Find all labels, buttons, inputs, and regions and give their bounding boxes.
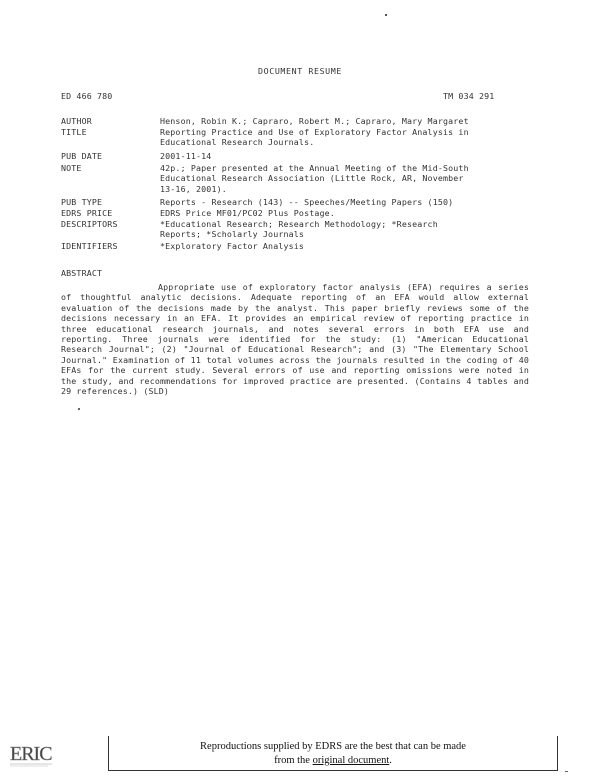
speck-mark	[78, 408, 80, 410]
field-value: Henson, Robin K.; Capraro, Robert M.; Capraro, Mary Margaret	[160, 116, 469, 126]
reproductions-line-2	[109, 755, 557, 766]
tm-number: TM 034 291	[443, 91, 495, 101]
field-value: EDRS Price MF01/PC02 Plus Postage.	[160, 208, 335, 218]
svg-text:ERIC: ERIC	[10, 743, 52, 765]
reproductions-notice	[108, 736, 558, 771]
field-value: *Educational Research; Research Methodology; *Research Reports; *Scholarly Journals	[160, 219, 438, 240]
field-label: IDENTIFIERS	[61, 241, 118, 251]
eric-logo	[8, 740, 70, 768]
reproductions-prefix: from the	[274, 755, 313, 766]
field-label: EDRS PRICE	[61, 208, 113, 218]
field-value: 2001-11-14	[160, 151, 212, 161]
field-label: PUB DATE	[61, 151, 103, 161]
field-label: PUB TYPE	[61, 197, 103, 207]
field-label: DESCRIPTORS	[61, 219, 118, 229]
field-value: Reporting Practice and Use of Exploratory Factor Analysis in Educational Research Journals.	[160, 127, 469, 148]
document-title: DOCUMENT RESUME	[258, 66, 342, 76]
field-value: 42p.; Paper presented at the Annual Meeting of the Mid-South Educational Research Association (Little Rock, AR, November 13-16, 2001).	[160, 163, 469, 194]
speck-mark	[565, 771, 568, 772]
reproductions-line-1: Reproductions supplied by EDRS are the best that can be made	[200, 741, 466, 752]
abstract-heading: ABSTRACT	[61, 268, 103, 278]
abstract-body: Appropriate use of exploratory factor analysis (EFA) requires a series of thoughtful analytic decisions. Adequate reporting of an EFA would allow external evaluation of the decisions made by the analyst. This paper briefly reviews some of the decisions necessary in an EFA. It provides an empirical review of reporting practice in three educational research journals, and notes several errors in both EFA use and reporting. Three journals were identified for the study: (1) "American Educational Research Journal"; (2) "Journal of Educational Research"; and (3) "The Elementary School Journal." Examination of 11 total volumes across the journals resulted in the coding of 40 EFAs for the current study. Several errors of use and reporting omissions were noted in the study, and recommendations for improved practice are presented. (Contains 4 tables and 29 references.) (SLD)	[61, 282, 529, 397]
ed-number: ED 466 780	[61, 91, 113, 101]
field-value: Reports - Research (143) -- Speeches/Meeting Papers (150)	[160, 197, 454, 207]
speck-mark	[385, 14, 387, 16]
original-document-text: original document	[312, 755, 390, 766]
field-label: AUTHOR	[61, 116, 92, 126]
reproductions-suffix: .	[389, 755, 392, 766]
field-label: TITLE	[61, 127, 87, 137]
field-label: NOTE	[61, 163, 82, 173]
field-value: *Exploratory Factor Analysis	[160, 241, 305, 251]
